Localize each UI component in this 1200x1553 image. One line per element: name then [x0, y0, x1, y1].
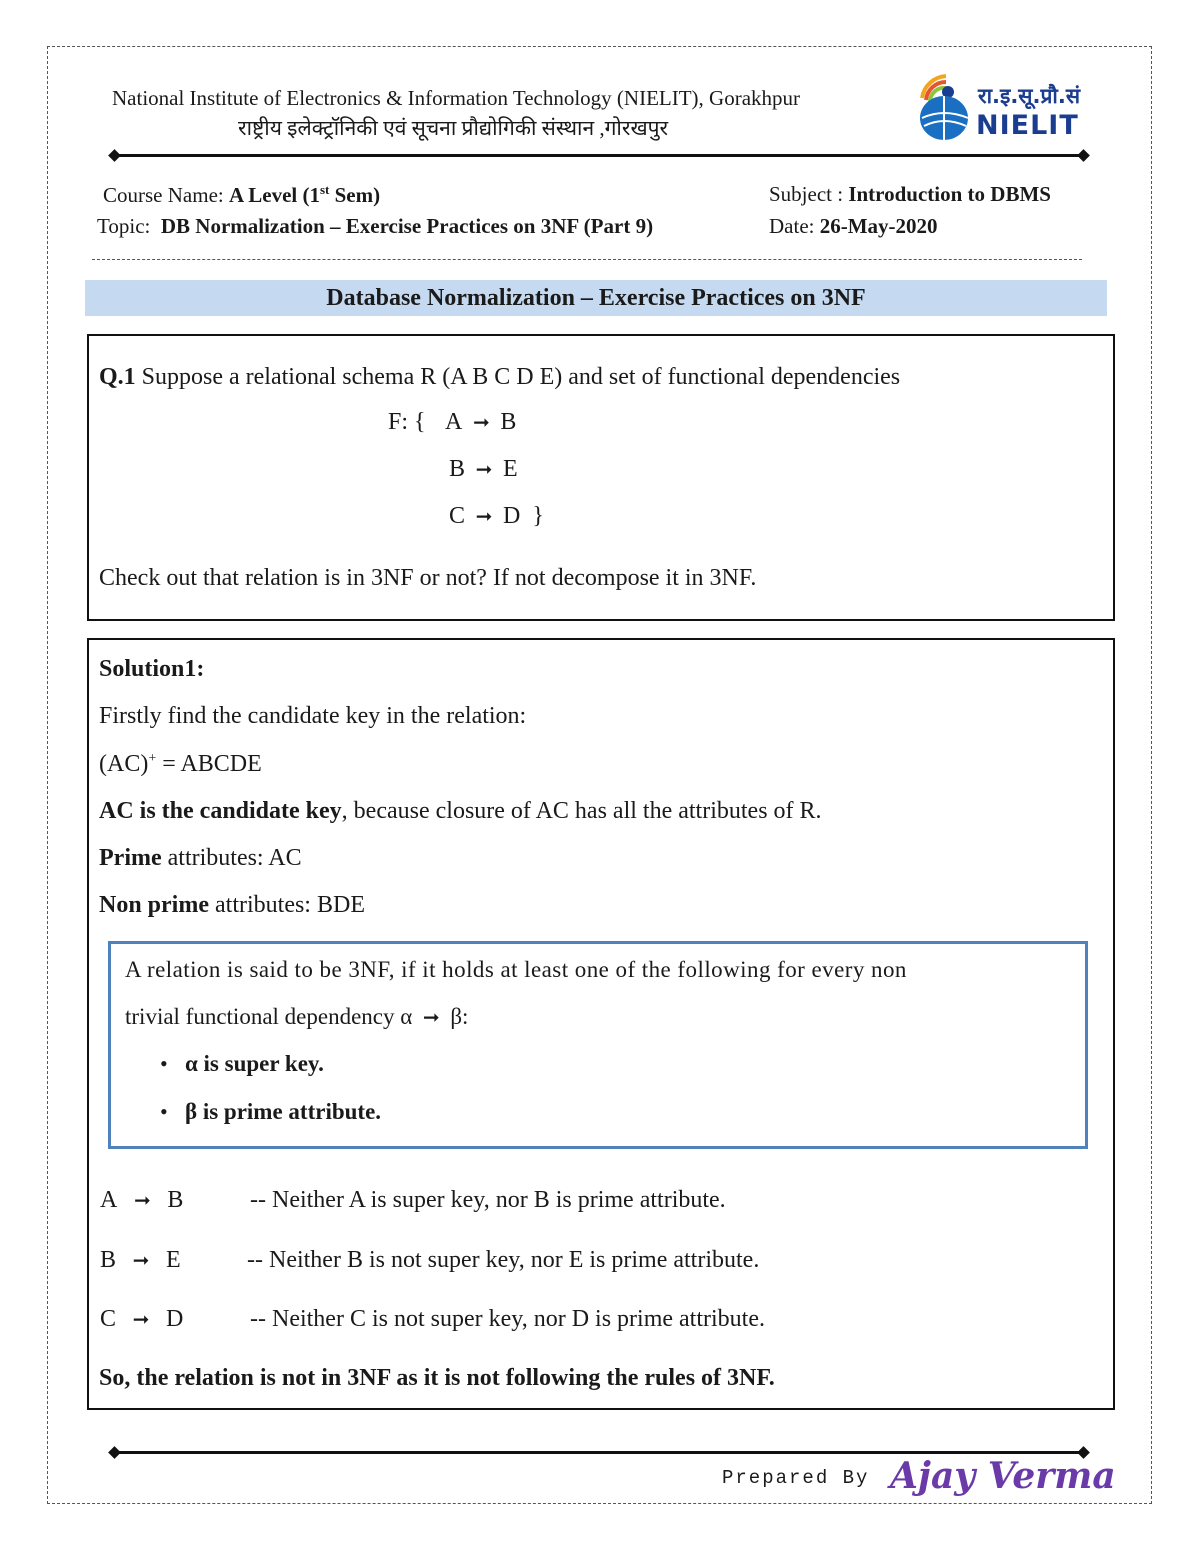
- check-row: C ➞ D: [100, 1306, 184, 1332]
- fd-lhs: A: [445, 409, 463, 435]
- date-value: 26-May-2020: [819, 214, 938, 238]
- candidate-key-line: AC is the candidate key, because closure of AC has all the attributes of R.: [99, 798, 822, 824]
- solution-line-1: Firstly find the candidate key in the relation:: [99, 703, 527, 729]
- question-label: Q.1: [99, 364, 136, 390]
- fd-row: [449, 456, 518, 483]
- question-statement: [99, 365, 900, 389]
- right-arrow-icon: ➞: [475, 457, 493, 481]
- bullet-icon: •: [160, 1099, 168, 1124]
- date: [769, 214, 938, 239]
- institute-name-hindi: राष्ट्रीय इलेक्ट्रॉनिकी एवं सूचना प्रौद्योगिकी संस्थान ,गोरखपुर: [238, 116, 669, 140]
- page-title: Database Normalization – Exercise Practices on 3NF: [85, 280, 1107, 316]
- logo-text: NIELIT: [976, 110, 1079, 141]
- logo-globe-icon: [912, 68, 976, 146]
- question-task: Check out that relation is in 3NF or not? If not decompose it in 3NF.: [99, 565, 757, 591]
- check-comment: -- Neither C is not super key, nor D is prime attribute.: [250, 1306, 765, 1332]
- topic-value: DB Normalization – Exercise Practices on 3NF (Part 9): [160, 214, 654, 238]
- fd-row: [445, 409, 516, 436]
- course-value: A Level (1st Sem): [228, 182, 381, 207]
- meta-divider: [92, 259, 1082, 260]
- date-label: Date:: [769, 214, 815, 238]
- rule-bullet: • α is super key.: [160, 1051, 324, 1076]
- rule-bullet: • β is prime attribute.: [160, 1099, 382, 1124]
- fd-row: C ➞ D }: [449, 503, 544, 529]
- check-row: B ➞ E: [100, 1247, 181, 1273]
- fd-lhs: C: [449, 503, 466, 529]
- course-name: [103, 182, 380, 208]
- subject-label: Subject :: [769, 182, 844, 206]
- footer-rule: [115, 1451, 1085, 1454]
- topic-label: Topic:: [97, 214, 151, 238]
- rule-line-1: A relation is said to be 3NF, if it holds at least one of the following for every non: [125, 957, 907, 982]
- topic: [97, 214, 653, 239]
- check-comment: -- Neither A is super key, nor B is prime attribute.: [250, 1187, 726, 1213]
- check-comment: -- Neither B is not super key, nor E is prime attribute.: [247, 1247, 760, 1273]
- rule-line-2: trivial functional dependency α ➞ β:: [125, 1004, 469, 1029]
- right-arrow-icon: ➞: [133, 1188, 151, 1212]
- prime-attributes-line: Prime attributes: AC: [99, 845, 302, 871]
- right-arrow-icon: ➞: [475, 504, 493, 528]
- right-arrow-icon: ➞: [472, 410, 490, 434]
- question-text: Suppose a relational schema R (A B C D E) and set of functional dependencies: [141, 364, 901, 390]
- right-arrow-icon: ➞: [132, 1307, 150, 1331]
- nielit-logo: [912, 68, 1092, 146]
- non-prime-attributes-line: Non prime attributes: BDE: [99, 892, 365, 918]
- institute-name-english: National Institute of Electronics & Information Technology (NIELIT), Gorakhpur: [112, 86, 801, 110]
- subject: [769, 182, 1051, 207]
- course-label: Course Name:: [103, 183, 224, 207]
- author-signature: Ajay Verma: [890, 1455, 1116, 1497]
- right-arrow-icon: ➞: [422, 1005, 440, 1029]
- check-row: A ➞ B: [100, 1187, 184, 1213]
- closure-line: (AC)+ = ABCDE: [99, 751, 262, 777]
- fd-rhs: B: [500, 409, 517, 435]
- fd-rhs: E: [503, 456, 518, 482]
- fd-rhs: D: [503, 503, 521, 529]
- fd-prefix: F: {: [388, 409, 426, 435]
- header-rule: [115, 154, 1085, 157]
- logo-hindi-text: रा.इ.सू.प्रौ.सं: [978, 84, 1081, 108]
- right-arrow-icon: ➞: [132, 1248, 150, 1272]
- bullet-icon: •: [160, 1051, 168, 1076]
- subject-value: Introduction to DBMS: [848, 182, 1051, 206]
- fd-lhs: B: [449, 456, 466, 482]
- conclusion: So, the relation is not in 3NF as it is not following the rules of 3NF.: [99, 1365, 775, 1391]
- solution-heading: Solution1:: [99, 656, 205, 682]
- prepared-by-label: Prepared By: [722, 1467, 870, 1489]
